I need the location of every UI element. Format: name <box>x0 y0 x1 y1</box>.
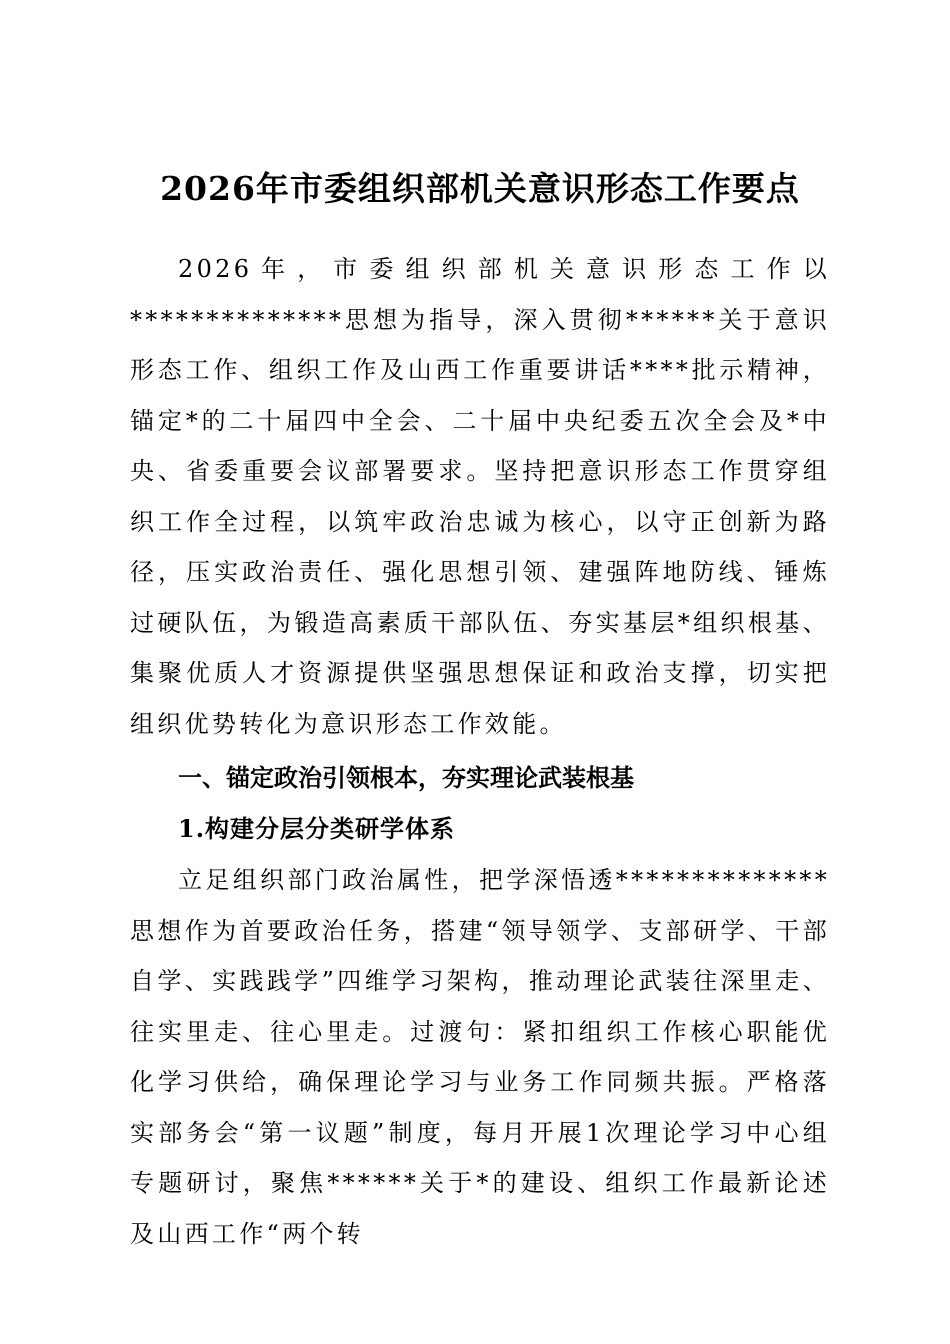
subsection-paragraph-1-1: 立足组织部门政治属性，把学深悟透**************思想作为首要政治任务，搭建“领导领学、支部研学、干部自学、实践践学”四维学习架构，推动理论武装往深里走、往实里走、往心里走。过渡句：紧扣组织工作核心职能优化学习供给，确保理论学习与业务工作同频共振。严格落实部务会“第一议题”制度，每月开展1次理论学习中心组专题研讨，聚焦******关于*的建设、组织工作最新论述及山西工作“两个转 <box>130 866 830 1248</box>
section-heading-1: 一、锚定政治引领根本，夯实理论武装根基 <box>178 764 634 792</box>
intro-paragraph: 2026年，市委组织部机关意识形态工作以**************思想为指导，深入贯彻******关于意识形态工作、组织工作及山西工作重要讲话****批示精神，锚定*的二十届四中全会、二十届中央纪委五次全会及*中央、省委重要会议部署要求。坚持把意识形态工作贯穿组织工作全过程，以筑牢政治忠诚为核心，以守正创新为路径，压实政治责任、强化思想引领、建强阵地防线、锤炼过硬队伍，为锻造高素质干部队伍、夯实基层*组织根基、集聚优质人才资源提供坚强思想保证和政治支撑，切实把组织优势转化为意识形态工作效能。 <box>130 255 830 738</box>
document-title: 2026年市委组织部机关意识形态工作要点 <box>160 169 800 208</box>
document-body <box>130 164 830 1259</box>
subsection-heading-1-1: 1.构建分层分类研学体系 <box>178 814 456 843</box>
